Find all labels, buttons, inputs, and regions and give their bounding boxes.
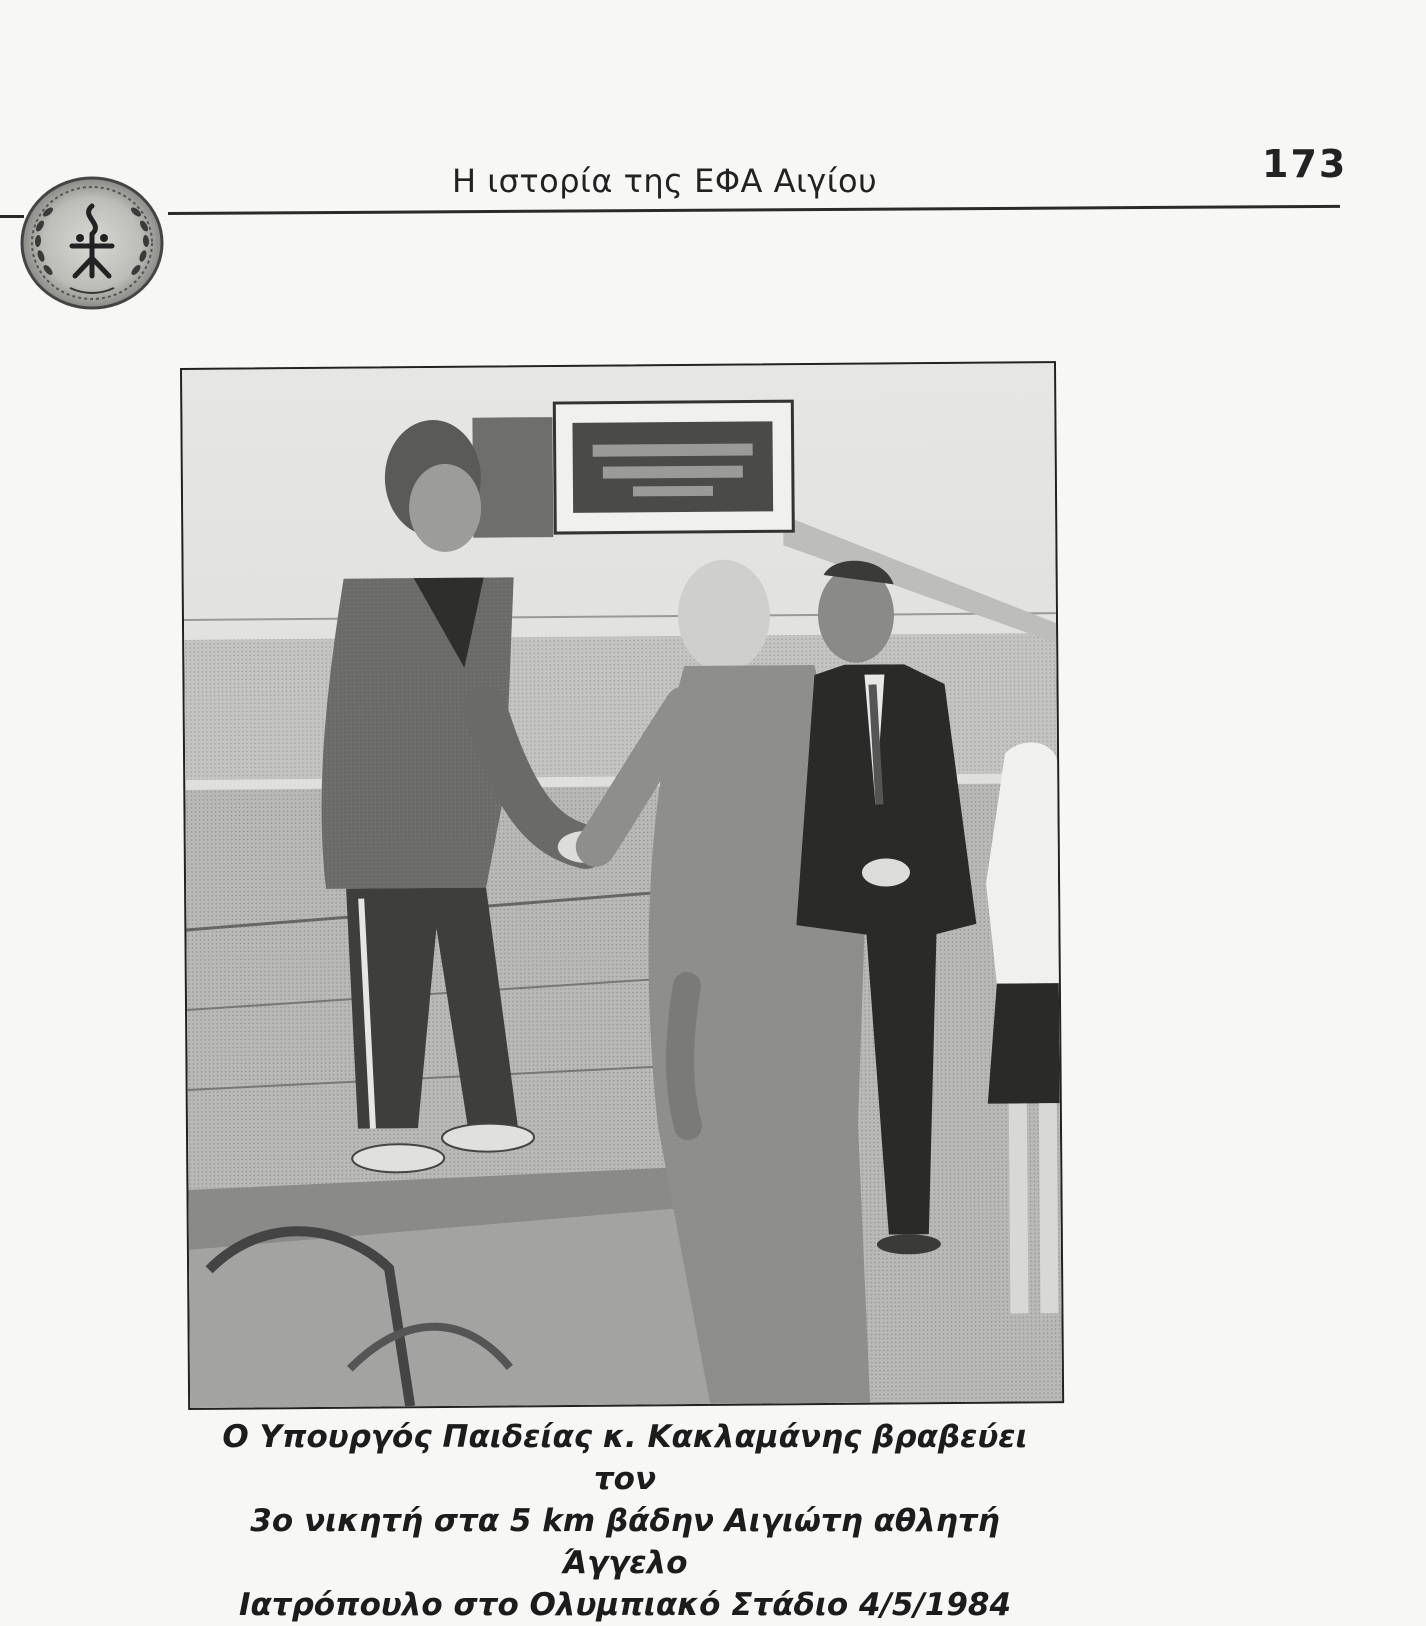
header-rule <box>168 205 1340 215</box>
laurel-wreath-seal-icon <box>20 176 164 310</box>
page-header <box>0 140 1348 220</box>
caption-line-1: Ο Υπουργός Παιδείας κ. Κακλαμάνης βραβεύει τον <box>222 1419 1028 1497</box>
caption-line-3: Ιατρόπουλο στο Ολυμπιακό Στάδιο 4/5/1984 <box>238 1587 1012 1623</box>
photo-caption <box>190 1416 1060 1626</box>
page-number: 173 <box>1262 142 1348 186</box>
caption-line-2: 3ο νικητή στα 5 km βάδην Αιγιώτη αθλητή Άγγελο <box>250 1503 1000 1581</box>
award-ceremony-photo <box>180 361 1064 1410</box>
running-title: Η ιστορία της ΕΦΑ Αιγίου <box>452 162 878 200</box>
